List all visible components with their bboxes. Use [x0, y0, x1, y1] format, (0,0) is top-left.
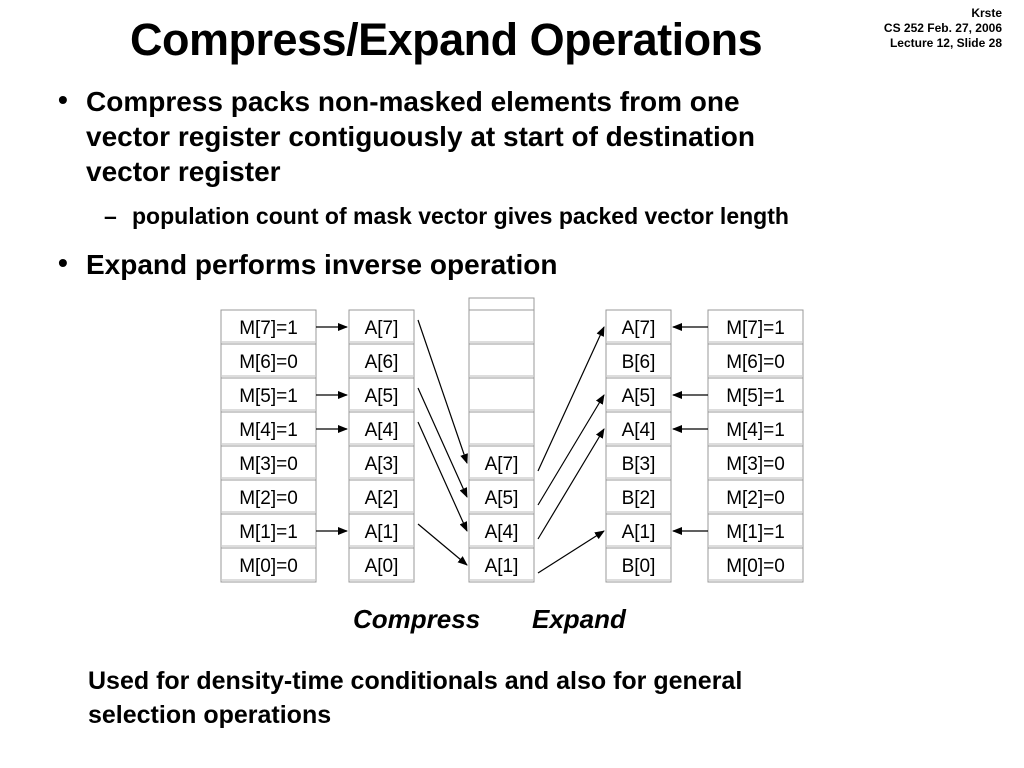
cell-label: A[0]: [364, 556, 399, 577]
meta-lecture: Lecture 12, Slide 28: [889, 36, 1002, 50]
bullet-2: Expand performs inverse operation: [86, 249, 558, 280]
source-column: [349, 310, 414, 582]
cell-label: M[2]=0: [726, 488, 785, 509]
cell-label: M[4]=1: [239, 420, 298, 441]
compress-arrow: [418, 422, 467, 531]
cell-label: M[1]=1: [239, 522, 298, 543]
cell-label: B[2]: [621, 488, 656, 509]
expand-caption: Expand: [532, 604, 626, 634]
cell-label: A[5]: [621, 386, 656, 407]
cell-label: M[6]=0: [239, 352, 298, 373]
cell-label: M[5]=1: [726, 386, 785, 407]
cell-label: B[0]: [621, 556, 656, 577]
expanded-column: [606, 310, 671, 582]
packed-column: [469, 298, 534, 582]
cell-label: M[3]=0: [239, 454, 298, 475]
mask-left-column: [221, 310, 316, 582]
cell-label: A[1]: [364, 522, 399, 543]
footer-line: selection operations: [88, 701, 332, 729]
sub-bullet-marker: –: [104, 203, 117, 229]
bullet-1-line: vector register contiguously at start of destination: [86, 121, 756, 152]
cell-label: A[5]: [364, 386, 399, 407]
register-cell-empty: [469, 378, 534, 412]
expand-arrow: [538, 429, 604, 539]
cell-label: A[4]: [484, 522, 519, 543]
cell-label: A[4]: [621, 420, 656, 441]
register-cell-empty: [469, 344, 534, 378]
cell-label: M[0]=0: [726, 556, 785, 577]
meta-course: CS 252 Feb. 27, 2006: [883, 21, 1002, 35]
footer-line: Used for density-time conditionals and also for general: [88, 667, 743, 695]
sub-bullet: population count of mask vector gives packed vector length: [132, 203, 789, 229]
compress-arrow: [418, 524, 467, 565]
cell-label: A[2]: [364, 488, 399, 509]
cell-label: A[7]: [484, 454, 519, 475]
cell-label: M[7]=1: [239, 318, 298, 339]
compress-caption: Compress: [353, 604, 481, 634]
cell-label: A[7]: [364, 318, 399, 339]
cell-label: M[2]=0: [239, 488, 298, 509]
cell-label: M[7]=1: [726, 318, 785, 339]
bullet-marker: •: [58, 247, 68, 278]
cell-label: M[0]=0: [239, 556, 298, 577]
cell-label: M[6]=0: [726, 352, 785, 373]
expand-arrow: [538, 531, 604, 573]
cell-label: M[3]=0: [726, 454, 785, 475]
bullet-1-line: vector register: [86, 156, 281, 187]
meta-author: Krste: [971, 6, 1002, 20]
register-cell-empty: [469, 310, 534, 344]
register-cell-empty: [469, 412, 534, 446]
bullet-1-line: Compress packs non-masked elements from one: [86, 86, 740, 117]
mask-right-column: [708, 310, 803, 582]
cell-label: A[1]: [621, 522, 656, 543]
cell-label: A[6]: [364, 352, 399, 373]
cell-label: A[1]: [484, 556, 519, 577]
cell-label: A[5]: [484, 488, 519, 509]
footer-note: [88, 664, 888, 732]
cell-label: A[4]: [364, 420, 399, 441]
bullet-marker: •: [58, 84, 68, 115]
slide-title: Compress/Expand Operations: [130, 14, 763, 65]
register-cell-empty: [469, 298, 534, 310]
cell-label: A[3]: [364, 454, 399, 475]
cell-label: A[7]: [621, 318, 656, 339]
cell-label: M[5]=1: [239, 386, 298, 407]
cell-label: B[3]: [621, 454, 656, 475]
cell-label: B[6]: [621, 352, 656, 373]
cell-label: M[1]=1: [726, 522, 785, 543]
cell-label: M[4]=1: [726, 420, 785, 441]
